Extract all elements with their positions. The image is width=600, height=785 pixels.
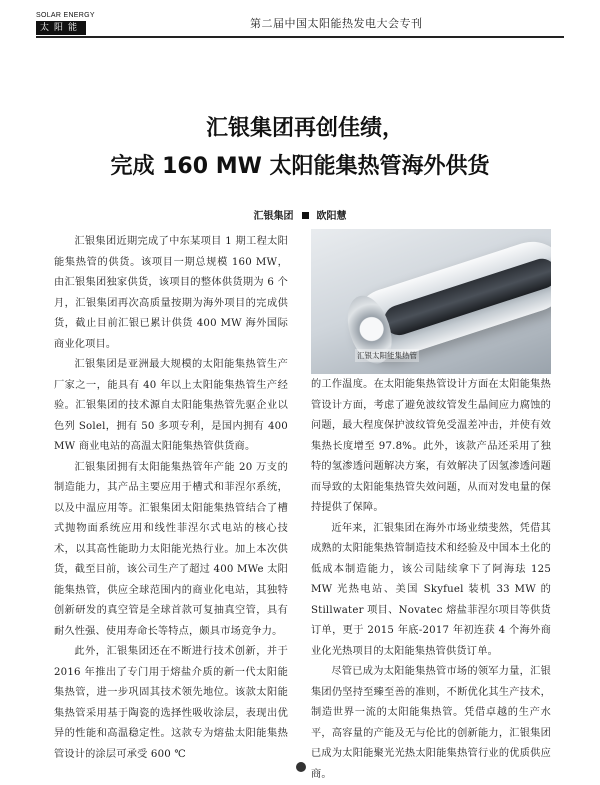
photo-caption: 汇银太阳能集热管: [357, 351, 417, 360]
absorber-tube: [380, 255, 551, 339]
brand-english: SOLAR ENERGY: [36, 12, 95, 19]
paragraph: 此外，汇银集团还在不断进行技术创新，并于 2016 年推出了专门用于熔盐介质的新一代太阳能集热管，进一步巩固其技术领先地位。该款太阳能集热管采用基于陶瓷的选择性吸收涂层，表现出优异的性能和高温稳定性。这款专为熔盐太阳能集热管设计的涂层可承受 600 ℃: [54, 646, 288, 760]
byline-organization: 汇银集团: [253, 211, 294, 222]
tube-illustration: [346, 233, 551, 368]
article-title: [0, 112, 600, 184]
title-line-1: 汇银集团再创佳绩，: [205, 116, 404, 141]
byline-author: 欧阳慧: [316, 211, 347, 222]
paragraph: 近年来，汇银集团在海外市场业绩斐然，凭借其成熟的太阳能集热管制造技术和经验及中国本土化的低成本制造能力，该公司陆续拿下了阿海珐 125 MW 光热电站、美国 Skyfuel 装机 33 MW 的 Stillwater 项目、Novatec 熔盐菲涅尔项目等供货订单，更于 2015 年底-2017 年初连获 4 个海外商业化光热项目的太阳能集热管供货订单。: [311, 522, 551, 657]
paragraph: 尽管已成为太阳能集热管市场的领军力量，汇银集团仍坚持至臻至善的准则，不断优化其生产技术，制造世界一流的太阳能集热管。凭借卓越的生产水平，高容量的产能及无与伦比的创新能力，汇银集团已成为太阳能聚光光热太阳能集热管行业的优质供应商。: [311, 666, 551, 780]
paragraph-continued: 的工作温度。在太阳能集热管设计方面在太阳能集热管设计方面，考虑了避免波纹管发生晶间应力腐蚀的问题，最大程度保护波纹管免受温差冲击，并使有效集热长度增至 97.8%。此外，该款产品还采用了独特的氢渗透问题解决方案，有效解决了因氢渗透问题而导致的太阳能集热管失效问题，从而对发电量的保持提供了保障。: [311, 379, 551, 513]
header-divider: [36, 36, 564, 38]
page-marker-icon: [296, 762, 306, 772]
paragraph: 汇银集团近期完成了中东某项目 1 期工程太阳能集热管的供货。该项目一期总规模 160 MW，由汇银集团独家供货，该项目的整体供货期为 6 个月，汇银集团再次高质量按期为海外项目的完成供货，截止目前汇银已累计供货 400 MW 海外国际商业化项目。: [54, 236, 288, 350]
byline-separator: [302, 212, 309, 219]
left-column: [54, 232, 288, 765]
paragraph: 汇银集团是亚洲最大规模的太阳能集热管生产厂家之一，能具有 40 年以上太阳能集热管生产经验。汇银集团的技术源自太阳能集热管先驱企业以色列 Solel，拥有 50 多项专利，是国内拥有 400 MW 商业电站的高温太阳能集热管供货商。: [54, 359, 288, 452]
paragraph: 汇银集团拥有太阳能集热管年产能 20 万支的制造能力，其产品主要应用于槽式和菲涅尔系统，以及中温应用等。汇银集团太阳能集热管结合了槽式抛物面系统应用和线性菲涅尔式电站的核心技术，以其高性能助力太阳能光热行业。加上本次供货，截至目前，该公司生产了超过 400 MWe 太阳能集热管，供应全球范围内的商业化电站，其独特创新研发的真空管是全球首款可复抽真空管，具有耐久性强、使用寿命长等特点，颇具市场竞争力。: [54, 461, 288, 637]
collector-tube-photo: [311, 229, 551, 374]
issue-title: 第二届中国太阳能热发电大会专刊: [250, 17, 423, 30]
right-column: [311, 375, 551, 785]
title-line-2: 完成 160 MW 太阳能集热管海外供货: [110, 154, 490, 179]
brand-chinese: 太阳能: [36, 21, 86, 35]
byline: [0, 207, 600, 222]
page-header: [0, 0, 600, 40]
